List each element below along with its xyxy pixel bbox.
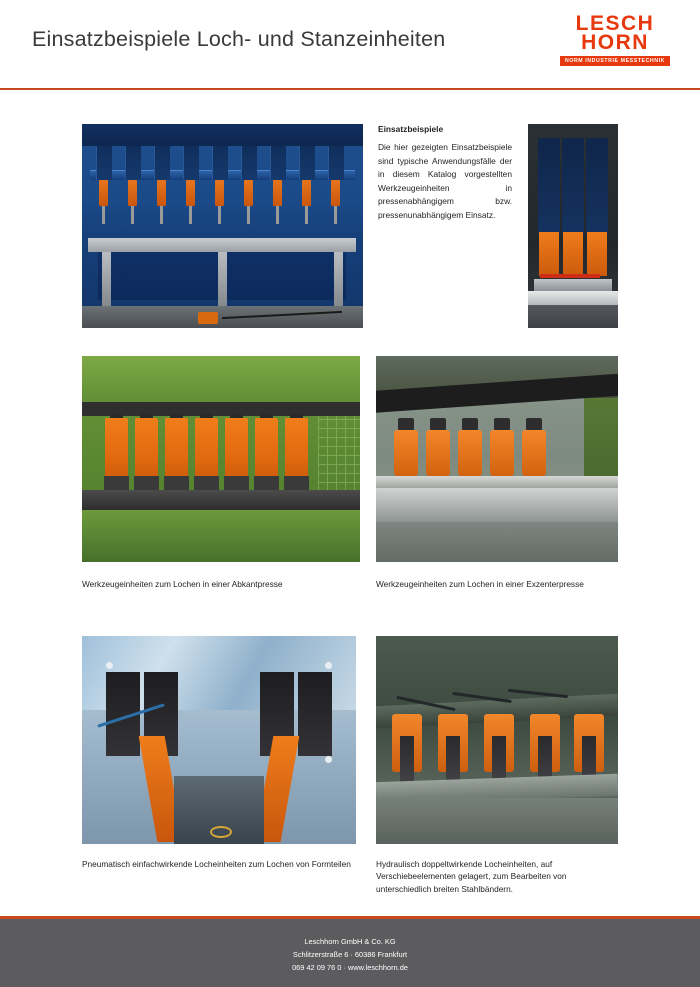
caption-pneumatisch: Pneumatisch einfachwirkende Locheinheiten zum Lochen von Formteilen [82, 859, 351, 869]
logo-tagline: NORM INDUSTRIE MESSTECHNIK [560, 56, 670, 66]
footer-contact [0, 936, 700, 975]
photo-exzenterpresse [376, 356, 618, 562]
photo-hydraulisch [376, 636, 618, 844]
footer-phone-web: 069 42 09 76 0 · www.leschhorn.de [292, 962, 408, 972]
page-header [0, 0, 700, 88]
caption-exzenterpresse: Werkzeugeinheiten zum Lochen in einer Exzenterpresse [376, 579, 584, 589]
page-title: Einsatzbeispiele Loch- und Stanzeinheiten [32, 27, 446, 51]
intro-paragraph: Die hier gezeigten Einsatzbeispiele sind typische Anwendungsfälle der in diesem Katalog vorgestellten Werkzeugeinheiten in pressenabhängigem bzw. pressenunabhängigem Einsatz. [378, 142, 512, 221]
photo-press-line [82, 124, 363, 328]
logo-line-1: LESCH [575, 12, 655, 35]
caption-hydraulisch: Hydraulisch doppeltwirkende Locheinheiten, auf Verschiebeelementen gelagert, zum Bearbeiten von unterschiedlich breiten Stahlbändern. [376, 859, 567, 894]
caption-abkantpresse: Werkzeugeinheiten zum Lochen in einer Abkantpresse [82, 579, 283, 589]
logo-line-2: HORN [581, 31, 649, 55]
photo-pneumatisch [82, 636, 356, 844]
company-logo [560, 14, 670, 76]
footer-company: Leschhorn GmbH & Co. KG [304, 937, 396, 946]
intro-heading: Einsatzbeispiele [378, 124, 444, 134]
footer-address: Schlitzerstraße 6 · 60386 Frankfurt [292, 949, 408, 959]
intro-text-block [378, 124, 512, 223]
header-divider [0, 88, 700, 90]
photo-units-stack [528, 124, 618, 328]
photo-abkantpresse [82, 356, 360, 562]
